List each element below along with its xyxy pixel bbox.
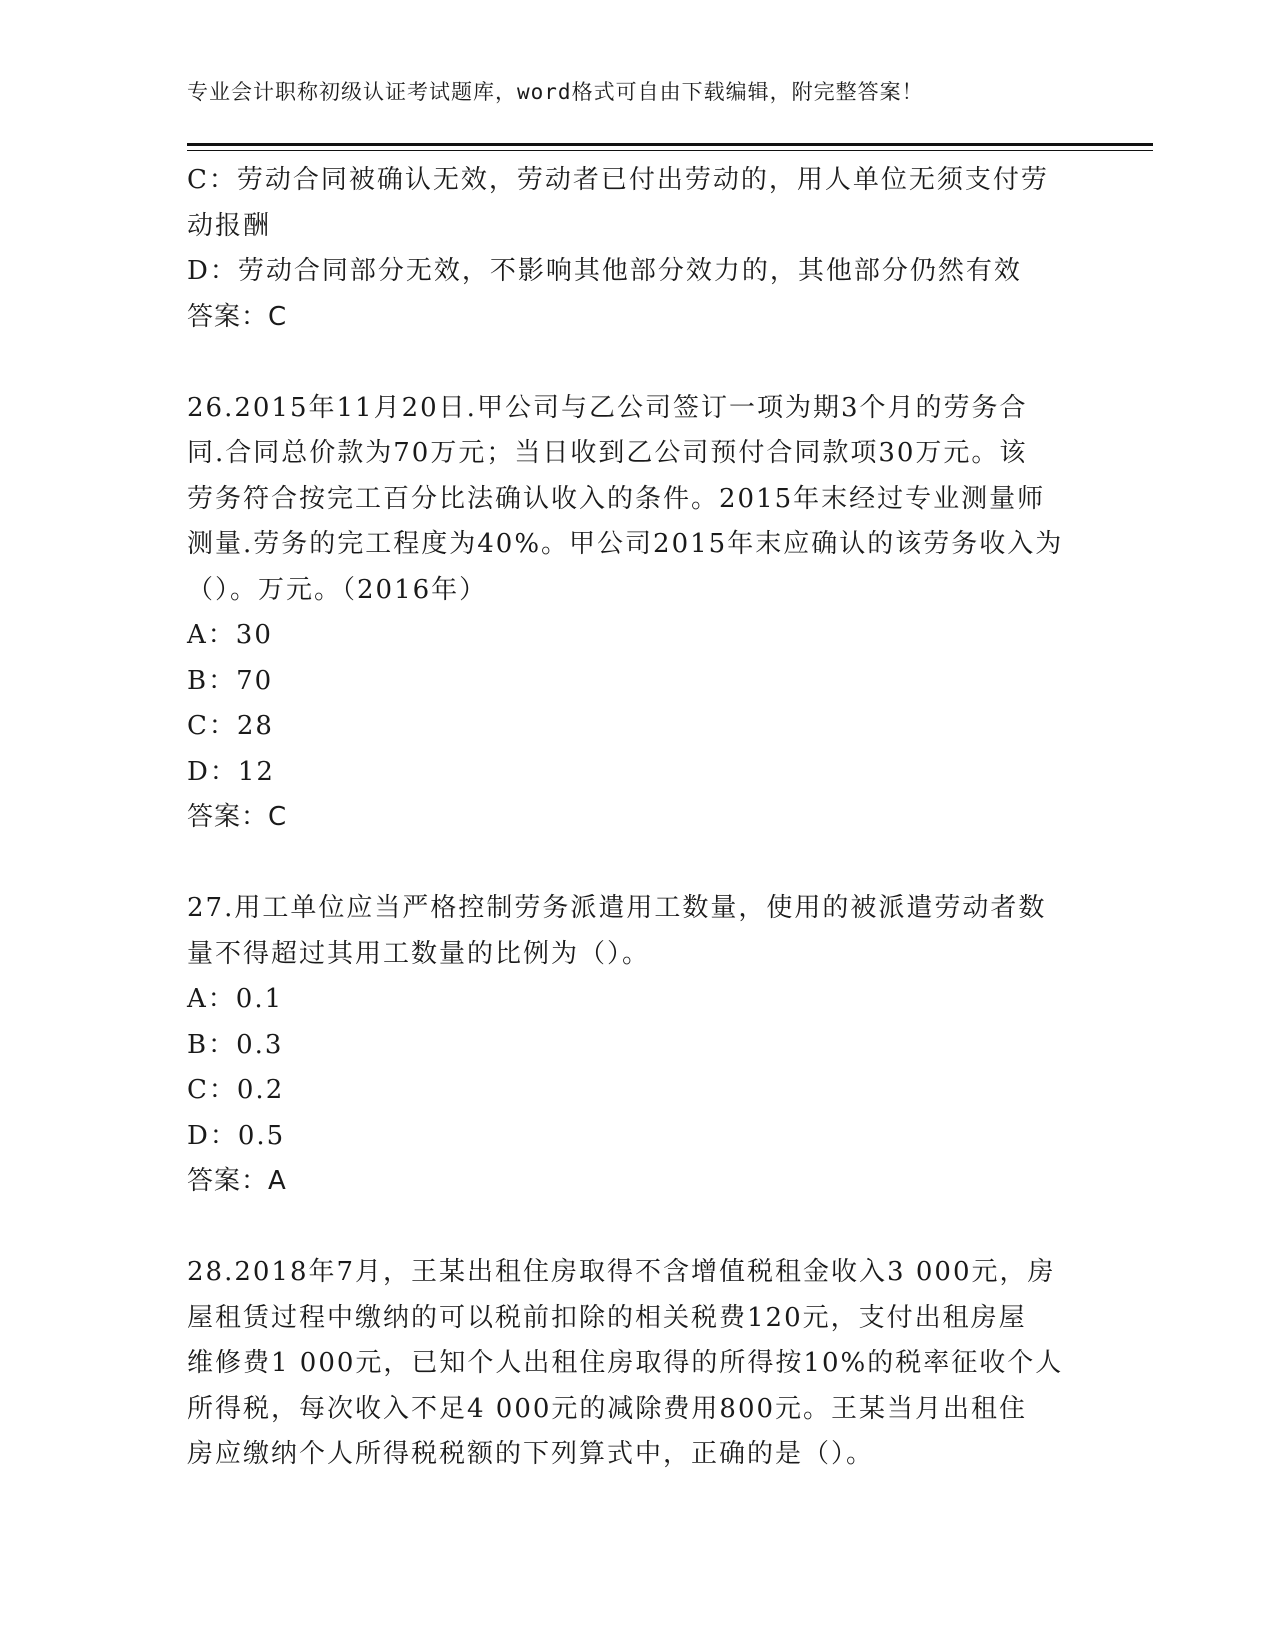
- option-a: A：0.1: [187, 984, 284, 1014]
- option-b: B：0.3: [187, 1029, 284, 1060]
- question-stem-line: 房应缴纳个人所得税税额的下列算式中，正确的是（）。: [187, 1439, 875, 1469]
- question-stem-line: 维修费1 000元，已知个人出租住房取得的所得按10%的税率征收个人: [187, 1348, 1064, 1378]
- question-28: [187, 1250, 1087, 1478]
- header-rule-thin: [187, 150, 1153, 151]
- question-content: [187, 158, 1087, 1478]
- question-stem-line: 劳务符合按完工百分比法确认收入的条件。2015年末经过专业测量师: [187, 483, 1046, 514]
- option-c-continued: 动报酬: [187, 210, 272, 241]
- question-25-tail: [187, 158, 1087, 340]
- option-c: C：28: [187, 711, 274, 741]
- option-d: D：劳动合同部分无效，不影响其他部分效力的，其他部分仍然有效: [187, 256, 1022, 286]
- option-c: C：0.2: [187, 1075, 285, 1105]
- question-27: [187, 886, 1087, 1205]
- option-a: A：30: [187, 620, 273, 650]
- option-d: D：0.5: [187, 1120, 286, 1151]
- option-c: C：劳动合同被确认无效，劳动者已付出劳动的，用人单位无须支付劳: [187, 165, 1049, 195]
- question-stem-line: 量不得超过其用工数量的比例为（）。: [187, 938, 651, 969]
- page-header: 专业会计职称初级认证考试题库，word格式可自由下载编辑，附完整答案！: [187, 80, 924, 104]
- question-26: [187, 386, 1087, 841]
- question-stem-line: 屋租赁过程中缴纳的可以税前扣除的相关税费120元，支付出租房屋: [187, 1302, 1027, 1333]
- spacer: [187, 340, 1087, 386]
- question-stem-line: 28.2018年7月，王某出租住房取得不含增值税租金收入3 000元，房: [187, 1257, 1056, 1287]
- question-stem-line: 测量.劳务的完工程度为40%。甲公司2015年末应确认的该劳务收入为: [187, 529, 1064, 559]
- question-stem-line: 27.用工单位应当严格控制劳务派遣用工数量，使用的被派遣劳动者数: [187, 893, 1047, 923]
- option-b: B：70: [187, 665, 274, 696]
- answer: 答案：C: [187, 301, 288, 332]
- answer: 答案：A: [187, 1166, 287, 1196]
- answer: 答案：C: [187, 802, 288, 832]
- question-stem-line: 同.合同总价款为70万元；当日收到乙公司预付合同款项30万元。该: [187, 438, 1028, 468]
- spacer: [187, 1205, 1087, 1251]
- spacer: [187, 841, 1087, 887]
- option-d: D：12: [187, 756, 275, 787]
- question-stem-line: （）。万元。（2016年）: [187, 574, 488, 605]
- header-rule-thick: [187, 143, 1153, 146]
- question-stem-line: 所得税，每次收入不足4 000元的减除费用800元。王某当月出租住: [187, 1393, 1028, 1424]
- question-stem-line: 26.2015年11月20日.甲公司与乙公司签订一项为期3个月的劳务合: [187, 392, 1028, 423]
